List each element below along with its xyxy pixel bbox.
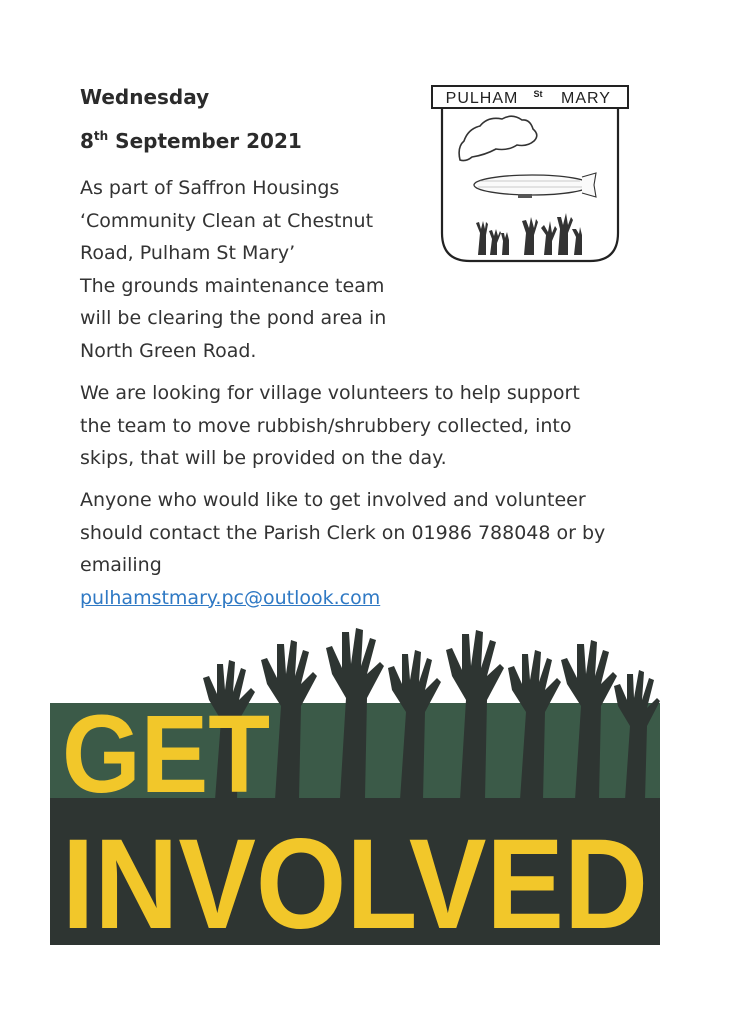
contact-paragraph bbox=[80, 484, 680, 614]
intro-paragraph bbox=[80, 172, 420, 367]
volunteer-line: skips, that will be provided on the day. bbox=[80, 447, 447, 469]
intro-line: As part of Saffron Housings bbox=[80, 177, 340, 199]
banner-involved-text: INVOLVED bbox=[62, 813, 648, 945]
email-link[interactable]: pulhamstmary.pc@outlook.com bbox=[80, 586, 381, 609]
map-outline-icon bbox=[459, 116, 537, 160]
crest-title-right: MARY bbox=[561, 90, 611, 107]
volunteer-paragraph bbox=[80, 377, 680, 475]
airship-icon bbox=[474, 173, 596, 198]
date-day: 8 bbox=[80, 129, 94, 153]
banner-get-text: GET bbox=[62, 693, 270, 816]
raised-hands-icon bbox=[476, 213, 582, 255]
contact-line: Anyone who would like to get involved and volunteer bbox=[80, 489, 586, 511]
get-involved-banner bbox=[50, 620, 660, 945]
contact-line-email bbox=[80, 549, 680, 614]
crest-title-left: PULHAM bbox=[445, 90, 519, 107]
date-suffix: th bbox=[93, 129, 109, 143]
crest-title-mid: St bbox=[533, 89, 543, 99]
date-rest: September 2021 bbox=[108, 129, 302, 153]
intro-line: The grounds maintenance team bbox=[80, 274, 385, 297]
notice-day: Wednesday bbox=[80, 85, 210, 109]
volunteer-line: We are looking for village volunteers to help support bbox=[80, 382, 580, 404]
intro-line: ‘Community Clean at Chestnut bbox=[80, 209, 374, 232]
intro-line: will be clearing the pond area in bbox=[80, 307, 387, 329]
contact-prefix: emailing bbox=[80, 554, 162, 576]
intro-line: Road, Pulham St Mary’ bbox=[80, 242, 296, 264]
intro-line: North Green Road. bbox=[80, 339, 257, 362]
notice-date bbox=[80, 129, 302, 153]
parish-crest-logo bbox=[430, 83, 630, 263]
contact-line: should contact the Parish Clerk on 01986 788048 or by bbox=[80, 521, 606, 544]
volunteer-line: the team to move rubbish/shrubbery collected, into bbox=[80, 414, 572, 437]
